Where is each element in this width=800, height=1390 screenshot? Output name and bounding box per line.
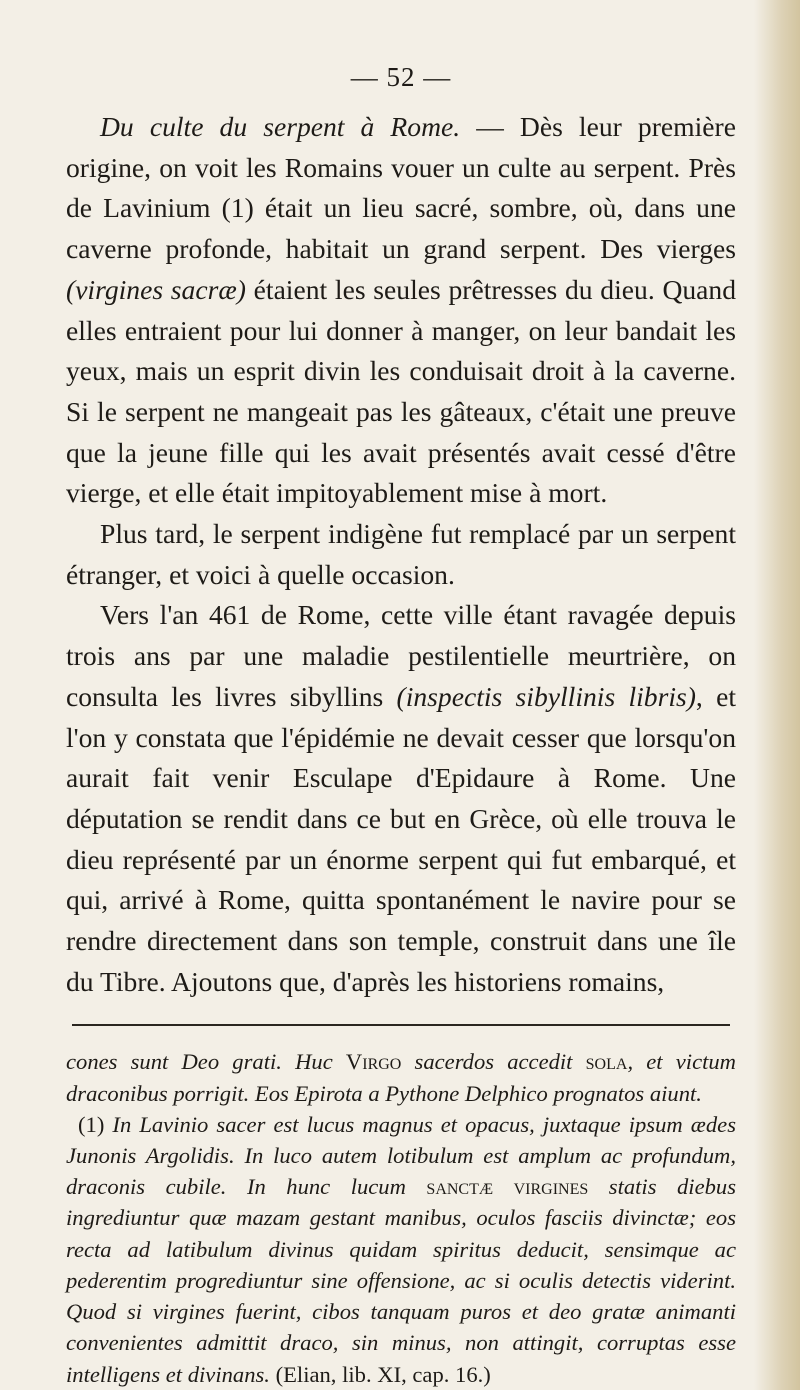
paragraph-3-text-b: , et l'on y constata que l'épidémie ne devait cesser que lorsqu'on aurait fait venir Esculape d'Epidaure à Rome. Une députation se rendit dans ce but en Grèce, où elle trouva le dieu représenté par un énorme serpent qui fut embarqué, et qui, arrivé à Rome, quitta spontanément le navire pour se rendre directement dans son temple, construit dans une île du Tibre. Ajoutons que, d'après les historiens romains,	[66, 680, 736, 997]
footnote-smallcaps-sola: sola	[585, 1049, 628, 1075]
footnote-continuation	[66, 1046, 736, 1108]
footnote-1-number: (1)	[78, 1111, 113, 1137]
latin-phrase-virgines: (virgines sacræ)	[66, 273, 246, 305]
paragraph-3	[66, 595, 736, 1002]
page-edge-shadow	[754, 0, 800, 1390]
page-number: — 52 —	[350, 62, 452, 92]
paragraph-3-text-a: Vers l'an 461 de Rome, cette ville étant ravagée depuis trois ans par une maladie pestilentielle meurtrière, on consulta les livres sibyllins	[66, 599, 736, 712]
paragraph-1	[66, 107, 736, 514]
paragraph-1-text: — Dès leur première origine, on voit les Romains vouer un culte au serpent. Près de Lavinium (1) était un lieu sacré, sombre, où, dans une caverne profonde, habitait un grand serpent. Des vierges	[66, 111, 736, 265]
main-text	[66, 107, 736, 1002]
paragraph-2: Plus tard, le serpent indigène fut remplacé par un serpent étranger, et voici à quelle occasion.	[66, 518, 736, 590]
section-heading: Du culte du serpent à Rome.	[100, 111, 461, 142]
footnote-1-text-b: statis diebus ingrediuntur quæ mazam gestant manibus, oculos fasciis divinctæ; eos recta ad latibulum divinus quidam spiritus deducit, sensimque ac pederentim progrediuntur sine offensione, ac si oculis detectis viderint. Quod si virgines fuerint, cibos tanquam puros et deo gratæ animanti convenientes admittit draco, sin minus, non attingit, corruptas esse intelligens et divinans.	[66, 1174, 736, 1387]
footnotes	[66, 1046, 736, 1389]
footnote-smallcaps-virgo: Virgo	[345, 1049, 402, 1075]
footnote-continuation-c: , et victum draconibus porrigit. Eos Epirota a Pythone Delphico prognatos aiunt.	[66, 1049, 736, 1106]
page-content	[66, 62, 736, 1390]
footnote-continuation-a: cones sunt Deo grati. Huc	[66, 1049, 346, 1075]
footnote-1-text-a: In Lavinio sacer est lucus magnus et opacus, juxtaque ipsum ædes Junonis Argolidis. In luco autem lotibulum est amplum ac profundum, draconis cubile. In hunc lucum	[66, 1111, 736, 1200]
footnote-divider	[72, 1024, 730, 1026]
paragraph-1-rest: étaient les seules prêtresses du dieu. Quand elles entraient pour lui donner à manger, on leur bandait les yeux, mais un esprit divin les conduisait droit à la caverne. Si le serpent ne mangeait pas les gâteaux, c'était une preuve que la jeune fille qui les avait présentés avait cessé d'être vierge, et elle était impitoyablement mise à mort.	[66, 273, 737, 509]
footnote-smallcaps-sanctae: sanctæ virgines	[426, 1174, 589, 1200]
footnote-continuation-b: sacerdos accedit	[401, 1049, 586, 1075]
latin-phrase-sibyllinis: (inspectis sibyllinis libris)	[396, 680, 696, 712]
footnote-1-source: (Elian, lib. XI, cap. 16.)	[269, 1361, 491, 1387]
footnote-1	[66, 1109, 736, 1390]
